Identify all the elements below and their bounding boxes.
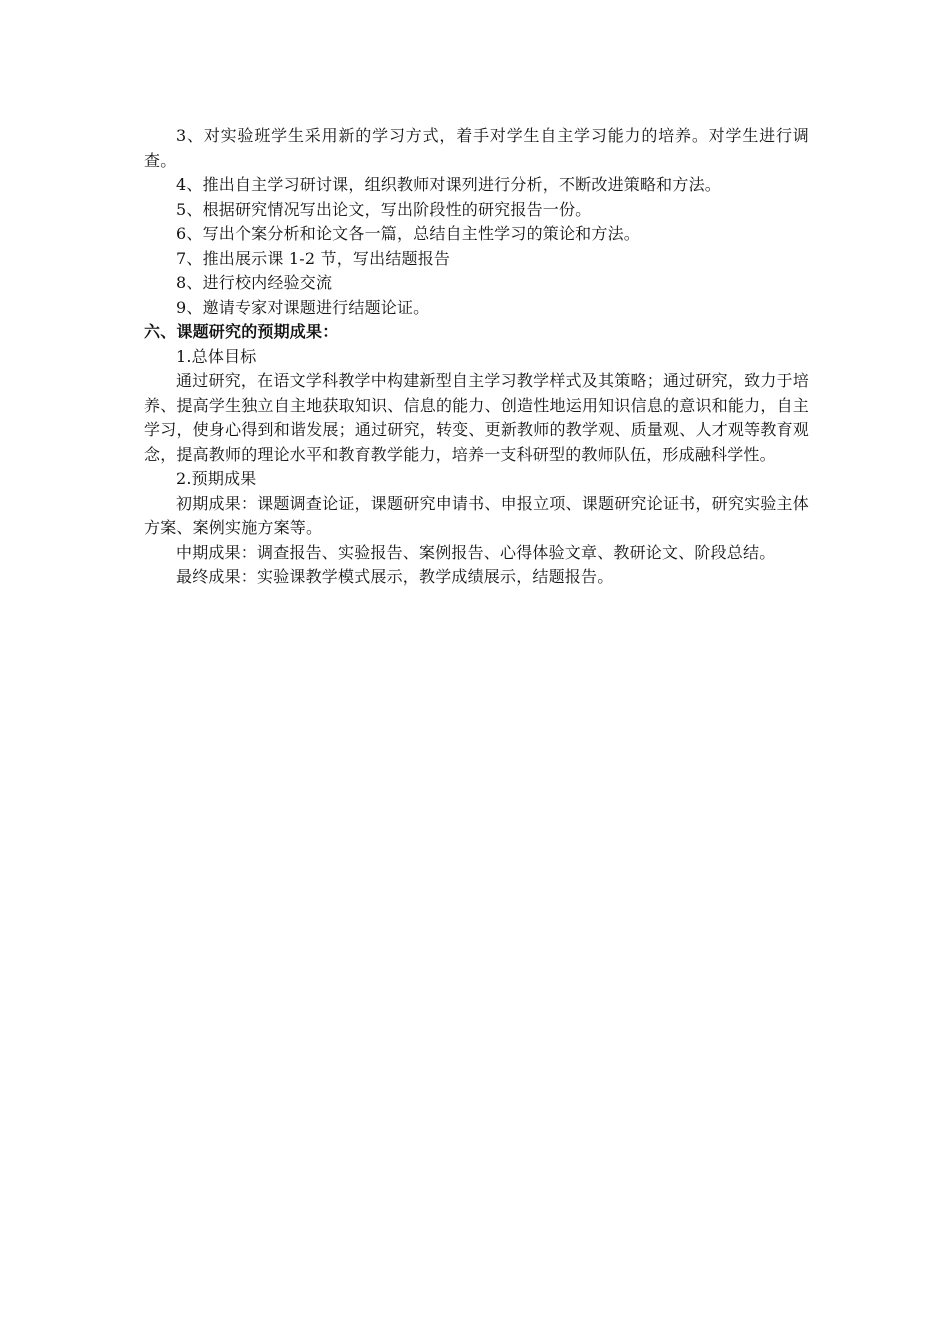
results-middle-paragraph: 中期成果：调查报告、实验报告、案例报告、心得体验文章、教研论文、阶段总结。 bbox=[176, 542, 776, 562]
results-title: 2.预期成果 bbox=[176, 469, 257, 488]
goal-paragraph: 通过研究，在语文学科教学中构建新型自主学习教学样式及其策略；通过研究，致力于培养、提高学生独立自主地获取知识、信息的能力、创造性地运用知识信息的意识和能力，自主学习，使身心得到和谐发展；通过研究，转变、更新教师的教学观、质量观、人才观等教育观念，提高教师的理论水平和教育教学能力，培养一支科研型的教师队伍，形成融科学性。 bbox=[144, 371, 809, 464]
document-body bbox=[144, 124, 809, 590]
step-3-paragraph: 3、对实验班学生采用新的学习方式，着手对学生自主学习能力的培养。对学生进行调查。 bbox=[144, 126, 809, 170]
step-6-paragraph: 6、写出个案分析和论文各一篇，总结自主性学习的策论和方法。 bbox=[176, 224, 640, 243]
results-final-paragraph: 最终成果：实验课教学模式展示，教学成绩展示，结题报告。 bbox=[176, 567, 614, 586]
step-4-paragraph: 4、推出自主学习研讨课，组织教师对课列进行分析，不断改进策略和方法。 bbox=[176, 175, 721, 194]
goal-title: 1.总体目标 bbox=[176, 346, 257, 366]
step-8-paragraph: 8、进行校内经验交流 bbox=[176, 273, 333, 292]
results-initial-paragraph: 初期成果：课题调查论证，课题研究申请书、申报立项、课题研究论证书，研究实验主体方案、案例实施方案等。 bbox=[144, 493, 809, 537]
step-7-paragraph: 7、推出展示课 1-2 节，写出结题报告 bbox=[176, 248, 451, 268]
step-9-paragraph: 9、邀请专家对课题进行结题论证。 bbox=[176, 297, 430, 317]
step-5-paragraph: 5、根据研究情况写出论文，写出阶段性的研究报告一份。 bbox=[176, 199, 592, 219]
section-six-heading: 六、课题研究的预期成果： bbox=[144, 322, 339, 341]
